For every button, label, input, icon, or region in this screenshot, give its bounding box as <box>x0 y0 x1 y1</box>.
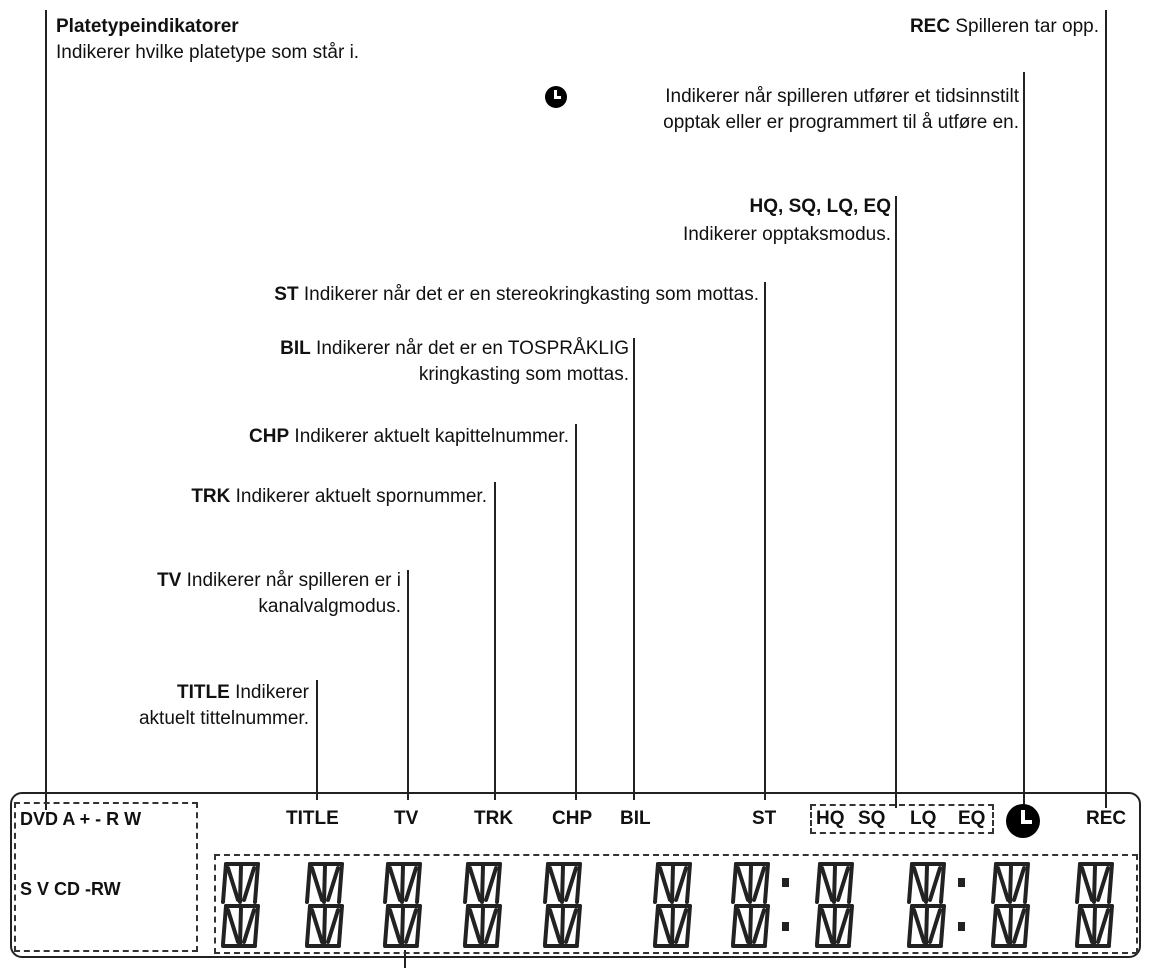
callout-bil-line2: kringkasting som mottas. <box>418 364 629 385</box>
segment-digit-icon <box>540 860 586 950</box>
display-label-chp: CHP <box>552 808 593 829</box>
segment-digit-icon <box>302 860 348 950</box>
callout-title-line2: aktuelt tittelnummer. <box>138 708 309 729</box>
leader-line-title <box>316 680 318 800</box>
leader-line-trk <box>494 482 496 800</box>
disc-type-row2: S V CD -RW <box>20 879 121 899</box>
segment-digit-icon <box>380 860 426 950</box>
callout-bil-line1: Indikerer når det er en TOSPRÅKLIG <box>316 338 629 359</box>
callout-quality-desc: Indikerer opptaksmodus. <box>682 224 891 245</box>
segment-digit-icon <box>728 860 774 950</box>
disc-type-row1: DVD A + - R W <box>20 809 142 829</box>
callout-st <box>274 282 759 308</box>
callout-bil-label: BIL <box>280 338 311 359</box>
callout-chp-label: CHP <box>249 426 290 447</box>
leader-line-tv <box>407 570 409 800</box>
segment-digit-icon <box>1072 860 1118 950</box>
leader-line-timer <box>1023 72 1025 808</box>
leader-line-st <box>764 282 766 800</box>
callout-st-label: ST <box>274 284 299 305</box>
segment-digit-icon <box>904 860 950 950</box>
callout-disc-type <box>56 14 239 40</box>
callout-trk-label: TRK <box>191 486 231 507</box>
display-label-rec: REC <box>1086 808 1127 829</box>
leader-line-bil <box>633 338 635 800</box>
callout-chp-desc: Indikerer aktuelt kapittelnummer. <box>294 426 569 447</box>
callout-rec-desc: Spilleren tar opp. <box>955 16 1099 37</box>
callout-quality-label: HQ, SQ, LQ, EQ <box>749 196 891 217</box>
callout-timer-line1: Indikerer når spilleren utfører et tidsinnstilt <box>665 86 1019 107</box>
colon-dot <box>958 878 965 887</box>
callout-rec-label: REC <box>909 16 951 37</box>
display-label-sq: SQ <box>858 808 886 829</box>
callout-chp <box>249 424 569 450</box>
clock-icon <box>545 86 567 108</box>
callout-title-label: TITLE <box>177 682 230 703</box>
callout-trk <box>191 484 487 510</box>
callout-rec <box>910 14 1099 40</box>
colon-dot <box>782 922 789 931</box>
segment-digit-icon <box>218 860 264 950</box>
leader-line-quality <box>895 196 897 808</box>
callout-disc-desc: Indikerer hvilke platetype som står i. <box>56 42 360 63</box>
display-label-title: TITLE <box>286 808 339 829</box>
callout-quality <box>750 194 891 220</box>
leader-line-chp <box>575 424 577 800</box>
callout-tv-label: TV <box>157 570 182 591</box>
callout-title <box>177 680 309 706</box>
callout-bil <box>280 336 629 362</box>
display-label-lq: LQ <box>910 808 937 829</box>
display-label-trk: TRK <box>474 808 514 829</box>
callout-tv-line2: kanalvalgmodus. <box>258 596 401 617</box>
callout-st-desc: Indikerer når det er en stereokringkasting som mottas. <box>303 284 759 305</box>
colon-dot <box>782 878 789 887</box>
segment-digit-icon <box>812 860 858 950</box>
segment-digit-icon <box>460 860 506 950</box>
callout-tv <box>157 568 401 594</box>
display-label-st: ST <box>752 808 777 829</box>
display-label-hq: HQ <box>816 808 845 829</box>
clock-icon <box>1006 804 1040 838</box>
display-label-tv: TV <box>394 808 419 829</box>
display-label-eq: EQ <box>958 808 986 829</box>
segment-digit-icon <box>988 860 1034 950</box>
leader-line-disc <box>45 10 47 810</box>
colon-dot <box>958 922 965 931</box>
display-label-bil: BIL <box>620 808 651 829</box>
leader-line-rec <box>1105 10 1107 808</box>
callout-disc-label: Platetypeindikatorer <box>56 16 239 37</box>
callout-title-line1: Indikerer <box>235 682 309 703</box>
callout-trk-desc: Indikerer aktuelt spornummer. <box>235 486 487 507</box>
segment-digit-icon <box>650 860 696 950</box>
callout-timer-line2: opptak eller er programmert til å utføre en. <box>663 112 1019 133</box>
callout-tv-line1: Indikerer når spilleren er i <box>186 570 401 591</box>
